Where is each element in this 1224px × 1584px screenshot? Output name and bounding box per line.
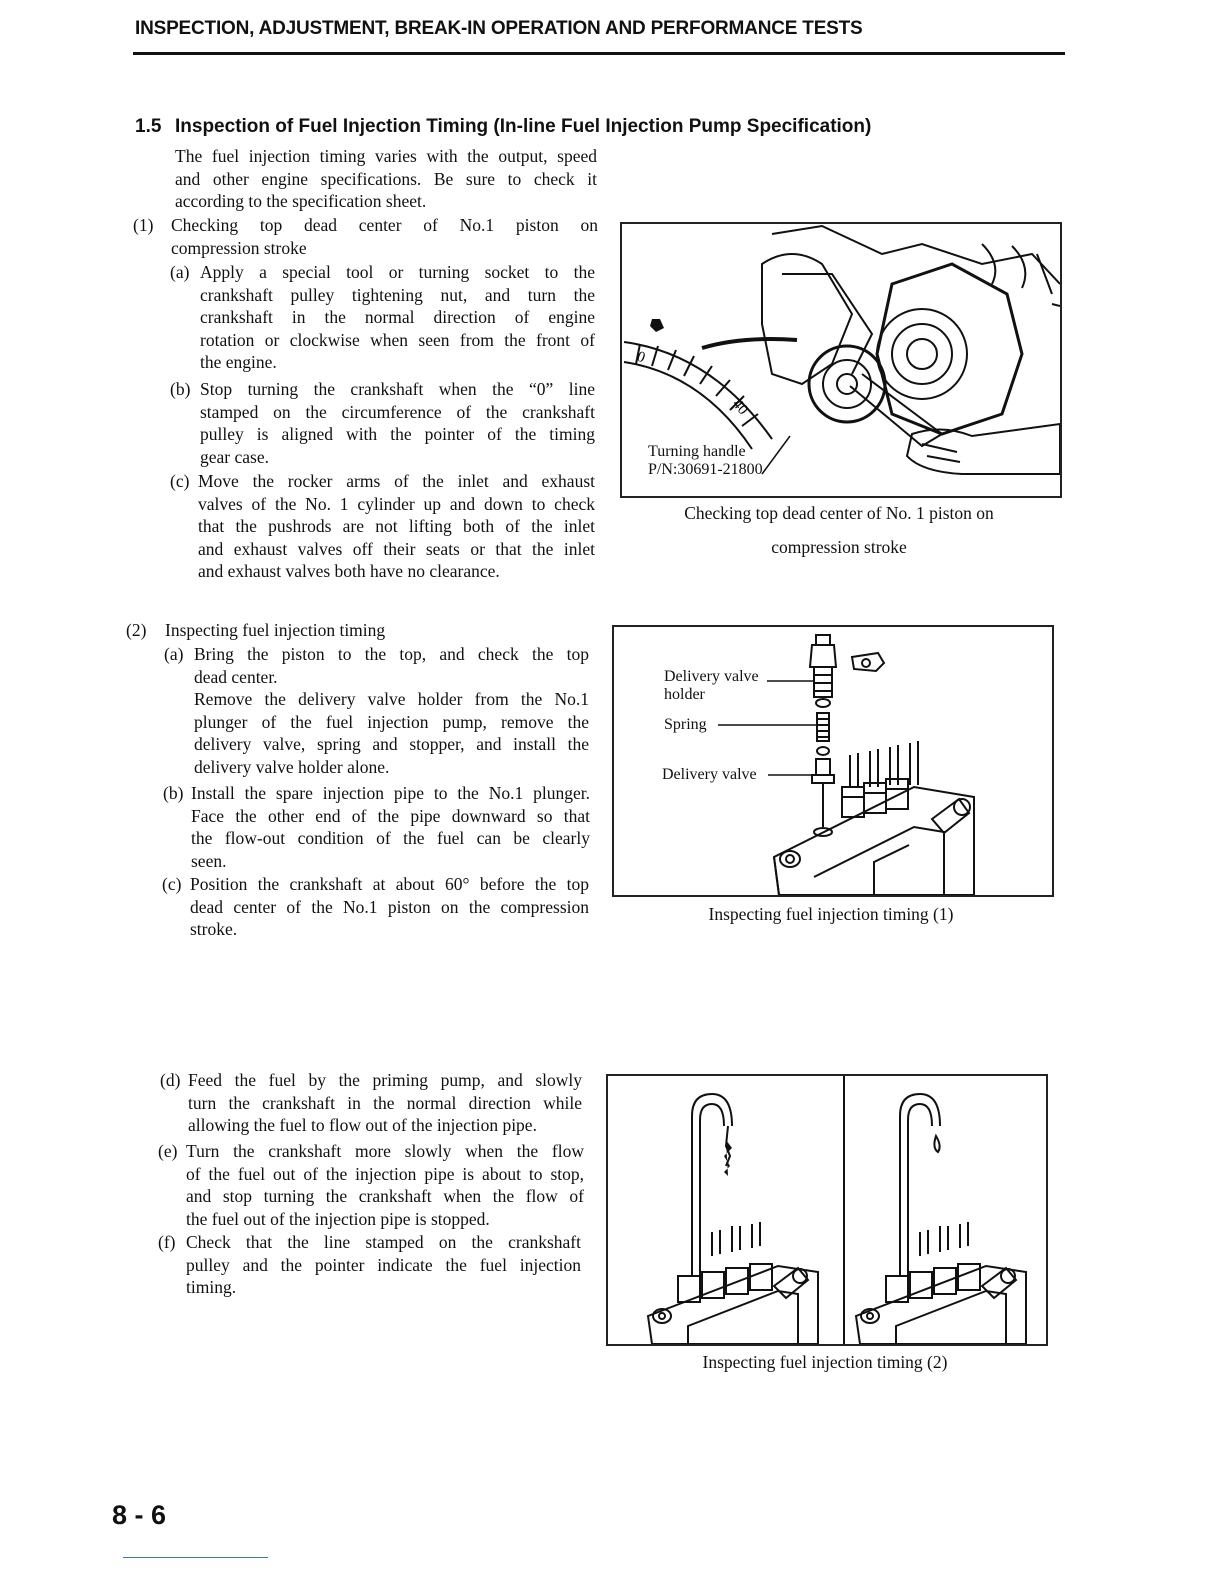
step-line: Remove the delivery valve holder from the No.1 — [194, 689, 589, 710]
step-line: Face the other end of the pipe downward so that — [191, 805, 590, 826]
step-2d — [160, 1069, 582, 1137]
intro-line: The fuel injection timing varies with the output, speed — [175, 146, 597, 166]
step-1-line: Checking top dead center of No.1 piston on — [171, 215, 598, 235]
pointer-mark-icon — [650, 319, 664, 332]
step-2a — [164, 643, 589, 779]
part-number-label: P/N:30691-21800 — [648, 461, 763, 478]
step-line: the engine. — [200, 352, 277, 373]
step-1-line: compression stroke — [171, 237, 307, 258]
fuel-drop-icon — [934, 1136, 939, 1152]
step-2b — [163, 782, 590, 872]
step-2f — [158, 1231, 581, 1299]
step-2-label: (2) — [126, 620, 147, 640]
scale-zero-label: 0 — [634, 348, 648, 367]
step-line: and stop turning the crankshaft when the flow of — [186, 1186, 584, 1207]
section-title — [135, 116, 871, 138]
figure-delivery-valve — [612, 625, 1054, 897]
step-1-label: (1) — [133, 215, 154, 235]
step-line: delivery valve, spring and stopper, and install the — [194, 734, 589, 755]
figure-fuel-flow — [606, 1074, 1048, 1346]
step-line: Check that the line stamped on the crankshaft — [186, 1232, 581, 1252]
step-line: turn the crankshaft in the normal direction while — [188, 1092, 582, 1113]
step-line: crankshaft in the normal direction of engine — [200, 307, 595, 328]
step-line: Turn the crankshaft more slowly when the flow — [186, 1141, 584, 1161]
step-2c-label: (c) — [162, 874, 182, 894]
step-line: rotation or clockwise when seen from the front of — [200, 329, 595, 350]
step-1b — [170, 378, 595, 468]
step-line: Install the spare injection pipe to the No.1 plunger. — [191, 783, 590, 803]
delivery-valve-label: Delivery valve — [662, 766, 757, 783]
spring-label: Spring — [664, 716, 707, 733]
step-line: dead center. — [194, 666, 278, 687]
step-line: Move the rocker arms of the inlet and exhaust — [198, 471, 595, 491]
step-1c — [170, 470, 595, 583]
step-line: of the fuel out of the injection pipe is about to stop, — [186, 1163, 584, 1184]
step-2f-label: (f) — [158, 1232, 176, 1252]
step-line: gear case. — [200, 446, 269, 467]
step-1a — [170, 261, 595, 374]
step-1c-label: (c) — [170, 471, 190, 491]
scale-forty-label: 40 — [728, 396, 751, 419]
step-line: plunger of the fuel injection pump, remove the — [194, 711, 589, 732]
step-line: stroke. — [190, 919, 238, 940]
step-line: the flow-out condition of the fuel can be clearly — [191, 828, 590, 849]
step-line: pulley is aligned with the pointer of the timing — [200, 424, 595, 445]
delivery-valve-holder-label-2: holder — [664, 686, 705, 703]
figure-1-caption-line-1: Checking top dead center of No. 1 piston on — [684, 503, 994, 523]
delivery-valve-holder-label-1: Delivery valve — [664, 668, 759, 685]
step-line: timing. — [186, 1277, 237, 1298]
step-1b-label: (b) — [170, 379, 191, 399]
step-1 — [133, 214, 598, 259]
step-line: Bring the piston to the top, and check the top — [194, 644, 589, 664]
step-line: Feed the fuel by the priming pump, and slowly — [188, 1070, 582, 1090]
step-line: valves of the No. 1 cylinder up and down to check — [198, 493, 595, 514]
step-line: crankshaft pulley tightening nut, and turn the — [200, 284, 595, 305]
footer-rule — [123, 1557, 268, 1558]
intro-line: according to the specification sheet. — [175, 191, 427, 212]
step-line: stamped on the circumference of the crankshaft — [200, 401, 595, 422]
step-line: Position the crankshaft at about 60° before the top — [190, 874, 589, 894]
step-line: Apply a special tool or turning socket to the — [200, 262, 595, 282]
fuel-flow-illustration — [608, 1076, 1046, 1344]
section-number: 1.5 — [135, 116, 162, 137]
step-2-title: Inspecting fuel injection timing — [165, 620, 386, 640]
step-line: and exhaust valves off their seats or that the inlet — [198, 538, 595, 559]
step-line: that the pushrods are not lifting both of the inlet — [198, 516, 595, 537]
step-2b-label: (b) — [163, 783, 184, 803]
step-2d-label: (d) — [160, 1070, 181, 1090]
section-intro — [175, 145, 597, 213]
page-header-title: INSPECTION, ADJUSTMENT, BREAK-IN OPERATION AND PERFORMANCE TESTS — [135, 18, 863, 39]
figure-3-caption: Inspecting fuel injection timing (2) — [702, 1352, 948, 1372]
step-line: allowing the fuel to flow out of the injection pipe. — [188, 1115, 537, 1136]
page-number: 8 - 6 — [112, 1500, 167, 1530]
step-2e-label: (e) — [158, 1141, 178, 1161]
section-title-text: Inspection of Fuel Injection Timing (In-line Fuel Injection Pump Specification) — [175, 116, 872, 137]
intro-line: and other engine specifications. Be sure to check it — [175, 168, 597, 189]
step-line: and exhaust valves both have no clearance. — [198, 561, 500, 582]
figure-1-caption-line-2: compression stroke — [771, 537, 907, 557]
step-line: delivery valve holder alone. — [194, 756, 390, 777]
step-2a-label: (a) — [164, 644, 184, 664]
fuel-flow-right — [856, 1094, 1026, 1344]
step-2 — [126, 619, 596, 642]
step-2c — [162, 873, 589, 941]
figure-crankshaft-pulley — [620, 222, 1062, 498]
step-line: the fuel out of the injection pipe is stopped. — [186, 1208, 490, 1229]
step-line: dead center of the No.1 piston on the compression — [190, 896, 589, 917]
turning-handle-label: Turning handle — [648, 443, 746, 460]
header-rule — [133, 52, 1065, 55]
step-line: seen. — [191, 850, 227, 871]
fuel-flow-left — [648, 1094, 818, 1344]
step-line: pulley and the pointer indicate the fuel injection — [186, 1254, 581, 1275]
step-2e — [158, 1140, 584, 1230]
step-1a-label: (a) — [170, 262, 190, 282]
step-line: Stop turning the crankshaft when the “0” line — [200, 379, 595, 399]
figure-2-caption: Inspecting fuel injection timing (1) — [708, 904, 954, 924]
